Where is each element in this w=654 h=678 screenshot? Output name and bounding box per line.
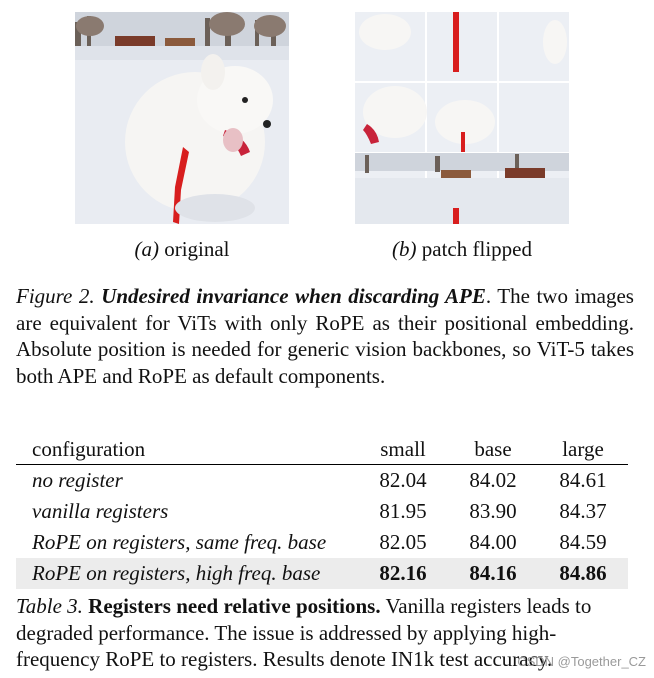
row-config: RoPE on registers, same freq. base [32, 530, 327, 554]
row-config: no register [32, 468, 123, 492]
row-config: vanilla registers [32, 499, 169, 523]
table-caption-body: Vanilla registers leads to degraded performance. The issue is addressed by applying high-frequency RoPE to registers. Results denote IN1k test accuracy. [16, 594, 592, 671]
header-small: small [380, 436, 426, 461]
watermark: CSDN @Together_CZ [517, 654, 646, 669]
row-base: 83.90 [469, 499, 517, 523]
patch-flipped-dog-image [355, 12, 569, 224]
figure-label: Figure 2. [16, 284, 95, 308]
results-table [16, 434, 628, 589]
row-small: 81.95 [379, 499, 427, 523]
table-header-row [16, 434, 628, 465]
original-dog-image [75, 12, 289, 224]
table-row [16, 527, 628, 558]
header-large: large [562, 436, 604, 461]
header-base: base [474, 436, 512, 461]
row-base: 84.16 [448, 558, 538, 589]
row-large: 84.86 [538, 558, 628, 589]
row-small: 82.16 [358, 558, 448, 589]
row-base: 84.02 [469, 468, 517, 492]
subcaption-patch-flipped: (b) patch flipped [392, 237, 532, 261]
figure-caption [16, 283, 634, 389]
row-base: 84.00 [469, 530, 517, 554]
figure-caption-body: . The two images are equivalent for ViTs with only RoPE as their positional embedding. Absolute position is needed for generic vision backbones, so ViT-5 takes both APE and RoPE as default components. [16, 284, 634, 388]
row-config: RoPE on registers, high freq. base [16, 558, 358, 589]
row-large: 84.37 [559, 499, 607, 523]
row-small: 82.05 [379, 530, 427, 554]
row-large: 84.61 [559, 468, 607, 492]
table-row [16, 465, 628, 497]
header-configuration: configuration [32, 436, 146, 461]
row-small: 82.04 [379, 468, 427, 492]
table-title: Registers need relative positions. [88, 594, 381, 618]
subcaption-original: (a) original [134, 237, 230, 261]
figure-title: Undesired invariance when discarding APE [101, 284, 486, 308]
table-row-highlighted [16, 558, 628, 589]
table-row [16, 496, 628, 527]
row-large: 84.59 [559, 530, 607, 554]
table-label: Table 3. [16, 594, 83, 618]
